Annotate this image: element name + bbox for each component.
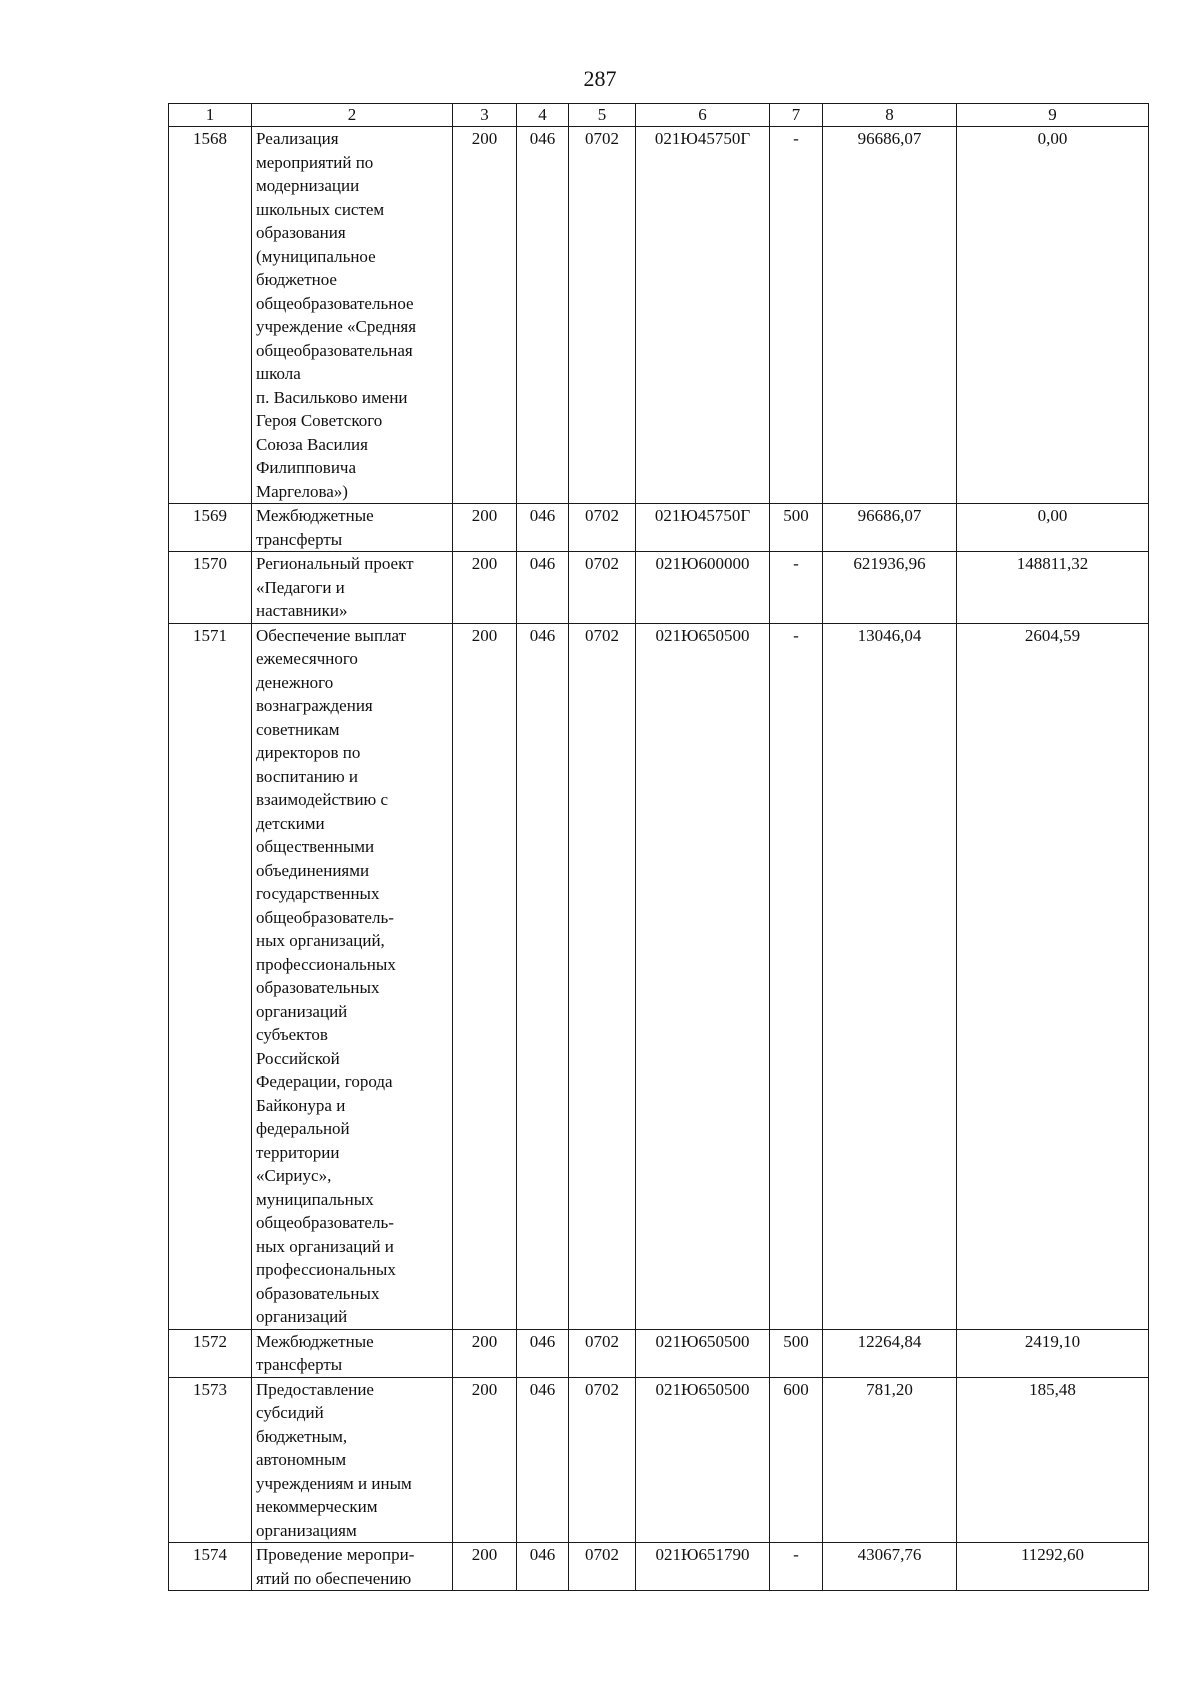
col7-cell: - [770, 552, 823, 624]
table-row [169, 1329, 1149, 1377]
col3-cell: 200 [453, 504, 517, 552]
row-number-cell: 1568 [169, 127, 252, 504]
col8-cell: 96686,07 [823, 504, 957, 552]
col3-cell: 200 [453, 623, 517, 1329]
col5-cell: 0702 [569, 623, 636, 1329]
row-name-cell: Обеспечение выплат ежемесячного денежного вознаграждения советникам директоров по воспитанию и взаимодействию с детскими общественными объединениями государственных общеобразователь- ных организаций, профессиональных образовательных организаций субъектов Российской Федерации, города Байконура и федеральной территории «Сириус», муниципальных общеобразователь- ных организаций и профессиональных образовательных организаций [252, 623, 453, 1329]
row-number-cell: 1570 [169, 552, 252, 624]
col3-cell: 200 [453, 1377, 517, 1543]
row-name-cell: Региональный проект «Педагоги и наставники» [252, 552, 453, 624]
col7-cell: 500 [770, 1329, 823, 1377]
col9-cell: 0,00 [957, 127, 1149, 504]
header-cell: 6 [636, 104, 770, 127]
col6-cell: 021Ю650500 [636, 1377, 770, 1543]
col8-cell: 13046,04 [823, 623, 957, 1329]
col7-cell: - [770, 127, 823, 504]
page-number: 287 [583, 66, 617, 91]
col8-cell: 12264,84 [823, 1329, 957, 1377]
table-row [169, 623, 1149, 1329]
col9-cell: 0,00 [957, 504, 1149, 552]
row-number-cell: 1573 [169, 1377, 252, 1543]
header-row [169, 104, 1149, 127]
header-cell: 1 [169, 104, 252, 127]
col4-cell: 046 [517, 1329, 569, 1377]
col8-cell: 43067,76 [823, 1543, 957, 1591]
header-cell: 5 [569, 104, 636, 127]
col7-cell: - [770, 623, 823, 1329]
col5-cell: 0702 [569, 127, 636, 504]
col3-cell: 200 [453, 552, 517, 624]
col9-cell: 148811,32 [957, 552, 1149, 624]
col3-cell: 200 [453, 1329, 517, 1377]
col5-cell: 0702 [569, 1329, 636, 1377]
col5-cell: 0702 [569, 504, 636, 552]
col9-cell: 11292,60 [957, 1543, 1149, 1591]
col6-cell: 021Ю45750Г [636, 504, 770, 552]
col7-cell: 600 [770, 1377, 823, 1543]
col3-cell: 200 [453, 127, 517, 504]
col4-cell: 046 [517, 1543, 569, 1591]
col9-cell: 2419,10 [957, 1329, 1149, 1377]
col4-cell: 046 [517, 504, 569, 552]
col9-cell: 185,48 [957, 1377, 1149, 1543]
col4-cell: 046 [517, 623, 569, 1329]
col7-cell: 500 [770, 504, 823, 552]
row-number-cell: 1571 [169, 623, 252, 1329]
col4-cell: 046 [517, 1377, 569, 1543]
col8-cell: 621936,96 [823, 552, 957, 624]
header-cell: 7 [770, 104, 823, 127]
header-cell: 8 [823, 104, 957, 127]
col4-cell: 046 [517, 127, 569, 504]
col6-cell: 021Ю650500 [636, 623, 770, 1329]
row-name-cell: Межбюджетные трансферты [252, 1329, 453, 1377]
col6-cell: 021Ю650500 [636, 1329, 770, 1377]
col5-cell: 0702 [569, 1543, 636, 1591]
col6-cell: 021Ю600000 [636, 552, 770, 624]
table-row [169, 1543, 1149, 1591]
row-name-cell: Проведение меропри- ятий по обеспечению [252, 1543, 453, 1591]
table-row [169, 1377, 1149, 1543]
header-cell: 9 [957, 104, 1149, 127]
table-row [169, 504, 1149, 552]
table-row [169, 127, 1149, 504]
col7-cell: - [770, 1543, 823, 1591]
col8-cell: 781,20 [823, 1377, 957, 1543]
table-row [169, 552, 1149, 624]
row-name-cell: Предоставление субсидий бюджетным, автономным учреждениям и иным некоммерческим организациям [252, 1377, 453, 1543]
col8-cell: 96686,07 [823, 127, 957, 504]
col9-cell: 2604,59 [957, 623, 1149, 1329]
row-name-cell: Межбюджетные трансферты [252, 504, 453, 552]
budget-table [168, 103, 1149, 1591]
row-number-cell: 1572 [169, 1329, 252, 1377]
header-cell: 2 [252, 104, 453, 127]
row-number-cell: 1574 [169, 1543, 252, 1591]
col6-cell: 021Ю45750Г [636, 127, 770, 504]
header-cell: 4 [517, 104, 569, 127]
col5-cell: 0702 [569, 1377, 636, 1543]
col6-cell: 021Ю651790 [636, 1543, 770, 1591]
row-name-cell: Реализация мероприятий по модернизации школьных систем образования (муниципальное бюджетное общеобразовательное учреждение «Средняя общеобразовательная школа п. Васильково имени Героя Советского Союза Василия Филипповича Маргелова») [252, 127, 453, 504]
col3-cell: 200 [453, 1543, 517, 1591]
row-number-cell: 1569 [169, 504, 252, 552]
col5-cell: 0702 [569, 552, 636, 624]
col4-cell: 046 [517, 552, 569, 624]
header-cell: 3 [453, 104, 517, 127]
